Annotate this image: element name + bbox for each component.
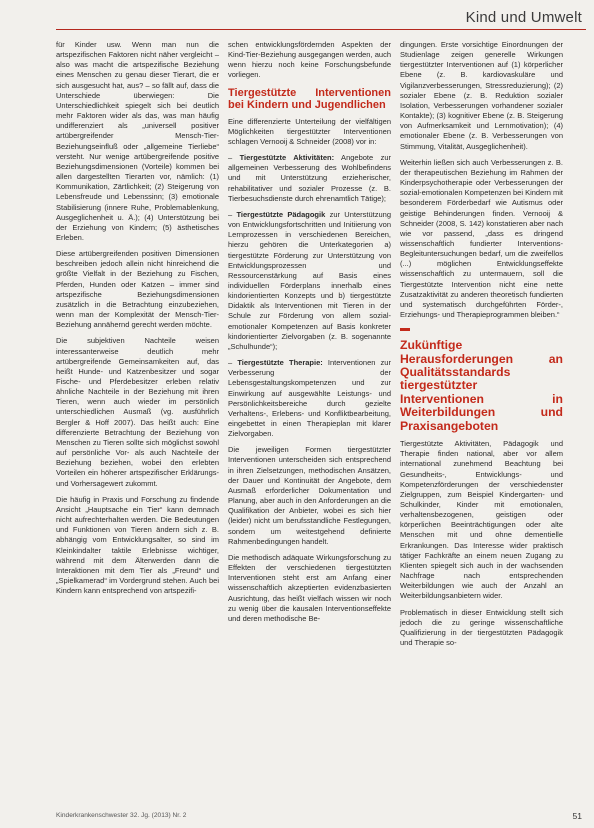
paragraph: Die jeweiligen Formen tiergestützter Interventionen unterscheiden sich entsprechend in ihren Zielsetzungen, methodischen Ansätzen, der Dauer und Kontinuität der Angebote, dem Ausmaß erforderlicher Dokumentation und Planung, aber auch in den Anforderungen an die Qualifikation der Anbieter, wobei es sich hier (leider) nicht um berufsstandliche Festlegungen, sondern um weitestgehend definierte Rahmenbedingungen handelt. <box>228 445 391 546</box>
list-item-text: Interventionen zur Verbesserung der Lebensgestaltungskompetenzen und zur Einwirkung auf ausgewählte Leistungs- und Persönlichkeitsbereiche durch gezielte Verhaltens-, Erlebens- und Konfliktbearbeitung, eingebettet in einen Therapieplan mit klarer Zielvorgaben. <box>228 358 391 439</box>
list-item-text: zur Unterstützung von Entwicklungsfortschritten und Initiierung von Lernprozessen in verschiedenen Bereichen, hierzu gehören die Unterkategorien a) tiergestützte Förderung zur Unterstützung von Entwicklungsprozessen und Ressourcenstärkung auf Basis eines individuellen Förderplans innerhalb eines kindorientierten Konzepts und b) tiergestützte Didaktik als Interventionen mit Tieren in der Schule zur Förderung von allem sozial-emotionaler Kompetenzen auf Basis konkreter kindorientierter Zielvorgaben (z. B. sogenannte „Schulhunde“); <box>228 209 391 351</box>
paragraph: für Kinder usw. Wenn man nun die artspezifischen Faktoren nicht näher vergleicht – also was macht die artspezifische Beziehung eines Menschen zu genau dieser Tierart, die er sich ausgesucht hat, aus? – so fällt auf, dass die Unterschiede überwiegen: Die Unterschiedlichkeit spiegelt sich bei deutlich mehr Faktoren wider als das, was man häufig undifferenziert als „universell positiver artübergreifender Mensch-Tier-Beziehungseinfluß oder „allgemeine Tierliebe“ versteht. Nur wenige artübergreifende positive Beziehungsdimensionen (Vorteile) kommen bei allen dargestellten Tierarten vor, nämlich: (1) Kommunikation, Zärtlichkeit; (2) Steigerung von Lebensfreude und Lebenssinn; (3) emotionale Stabilisierung (innere Ruhe, Problemablenkung, Ausgeglichenheit u. Ä.); (4) Unterstützung bei der Erziehung von Kindern; (5) ästhetisches Erleben. <box>56 40 219 242</box>
list-item: – Tiergestützte Pädagogik zur Unterstützung von Entwicklungsfortschritten und Initiierung von Lernprozessen in verschiedenen Bereichen, hierzu gehören die Unterkategorien a) tiergestützte Förderung zur Unterstützung von Entwicklungsprozessen und Ressourcenstärkung auf Basis eines individuellen Förderplans innerhalb eines kindorientierten Konzepts und b) tiergestützte Didaktik als Interventionen mit Tieren in der Schule zur Förderung von allem sozial-emotionaler Kompetenzen auf Basis konkreter kindorientierter Zielvorgaben (z. B. sogenannte „Schulhunde“); <box>228 209 391 351</box>
list-item-term: Tiergestützte Aktivitäten: <box>239 153 335 163</box>
header-rule <box>56 29 586 30</box>
text-column-1 <box>56 40 219 602</box>
journal-citation: Kinderkrankenschwester 32. Jg. (2013) Nr. 2 <box>56 812 187 819</box>
paragraph: Die methodisch adäquate Wirkungsforschung zu Effekten der verschiedenen tiergestützten Interventionen steht erst am Anfang einer wissenschaftlich akzeptierten evidenzbasierten Ausrichtung, das heißt vielfach wissen wir noch zu wenig über die kausalen Interventionseffekte und deren methodische Be- <box>228 552 391 623</box>
paragraph: Tiergestützte Aktivitäten, Pädagogik und Therapie finden national, aber vor allem international zunehmend Beachtung bei Gesundheits-, Entwicklungs- und Kompetenzförderungen der verschiedenster Zielgruppen, zum Beispiel Kindergarten- und Schulkinder, Kinder mit emotionalen, verhaltensbezogenen, geistigen oder körperlichen Beeinträchtigungen oder alte Menschen mit und ohne dementielle Erkrankungen. Das Interesse wider praktisch tätiger Fachkräfte an einem neuen Zugang zu Klienten spiegelt sich auch in der wachsenden Nachfrage nach entsprechenden Weiterbildungen wie auch der Anzahl an Weiterbildungsanbietern wider. <box>400 439 563 601</box>
list-item-text: Angebote zur allgemeinen Verbesserung des Wohlbefindens und mit Unterstützung erzieherischer, rehabilitativer und sozialer Prozesse (z. B. Tierbesuchsdienste durch ehrenamtlich Tätige); <box>228 153 391 203</box>
heading-accent-bar <box>400 328 410 331</box>
list-item: – Tiergestützte Therapie: Interventionen zur Verbesserung der Lebensgestaltungskompetenzen und zur Einwirkung auf ausgewählte Leistungs- und Persönlichkeitsbereiche durch gezielte Verhaltens-, Erlebens- und Konfliktbearbeitung, eingebettet in einen Therapieplan mit klarer Zielvorgaben. <box>228 358 391 439</box>
paragraph: schen entwicklungsfördernden Aspekten der Kind-Tier-Beziehung ausgegangen werden, auch wenn hierzu noch keine Forschungsbefunde vorliegen. <box>228 40 391 80</box>
page-header <box>0 0 594 30</box>
list-item-term: Tiergestützte Pädagogik <box>236 209 326 219</box>
paragraph: Die häufig in Praxis und Forschung zu findende Ansicht „Hauptsache ein Tier“ kann demnach nicht aufrechterhalten werden. Die Bedeutungen und Funktionen von Tieren ändern sich z. B. abhängig vom Entwicklungsalter, so sind im Kleinkindalter taktile Erlebnisse wichtiger, während mit dem Älterwerden dann die Interaktionen mit dem Tier als „Freund“ und „Spielkamerad“ im Vordergrund stehen. Auch bei Kindern kann entsprechend von artspezifi- <box>56 494 219 596</box>
paragraph: Problematisch in dieser Entwicklung stellt sich jedoch die zu geringe wissenschaftliche Qualifizierung in der tiergestützten Pädagogik und Therapie so- <box>400 607 563 648</box>
page-footer <box>56 812 582 819</box>
paragraph: Die subjektiven Nachteile weisen interessanterweise deutlich mehr artübergreifende Gemeinsamkeiten auf, das heißt Hunde- und Katzenbesitzer und sogar Fische- und Pferdebesitzer erleben relativ ähnliche Nachteile in der Beziehung mit ihren Tieren, wenn auch wieder im persönlich unterschiedlichen Ausmaß (vg. ausführlich Bergler & Hoff 2007). Das heißt auch: Eine differenzierte Betrachtung der Beziehung von Menschen zu Tieren sollte sich möglichst sowohl auf persönliche Vor- als auch Nachteile der Beziehung beziehen, wobei den erlebten Vorteilen ein höherer artspezifischer Erklärungs- und Vorhersagewert zukommt. <box>56 336 219 488</box>
section-heading: Zukünftige Herausforderungen an Qualitätsstandards tiergestützter Interventionen in Weiterbildungen und Praxisangeboten <box>400 338 563 433</box>
paragraph: dingungen. Erste vorsichtige Einordnungen der Studienlage zeigen generelle Wirkungen tiergestützter Interventionen auf (1) körperlicher Ebene (z. B. kardiovaskuläre und Vigilanzverbesserungen, Stressreduzierung); (2) sozialer Ebene (z. B. Reduktion sozialer Isolation, Verbesserungen vorhandener sozialer Kontakte); (3) kognitiver Ebene (z. B. Steigerung von Aufmerksamkeit und Lernmotivation); (4) emotionaler Ebene (z. B. Verbesserungen von Stimmung, Vitalität, Ausgeglichenheit). <box>400 40 563 151</box>
list-item-term: Tiergestützte Therapie: <box>237 358 323 368</box>
list-item: – Tiergestützte Aktivitäten: Angebote zur allgemeinen Verbesserung des Wohlbefindens und mit Unterstützung erzieherischer, rehabilitativer und sozialer Prozesse (z. B. Tierbesuchsdienste durch ehrenamtlich Tätige); <box>228 153 391 203</box>
paragraph: Weiterhin ließen sich auch Verbesserungen z. B. der therapeutischen Beziehung im Rahmen der Kinderpsychotherapie oder Verbesserungen der sozial-emotionalen Kompetenzen bei Kindern mit besonderem Förderbedarf wie Autismus oder geistige Behinderungen finden. Vernooij & Schneider (2008, S. 142) konstatieren aber nach wie vor passend, „dass es dringend wissenschaftlich fundierter Interventions-Begleituntersuchungen bedarf, um die zweifellos (...) möglichen Entwicklungseffekte wissenschaftlich zu untermauern, soll die Tiergestützte Intervention nicht eine nette Zusatzaktivität zu anderen theoretisch fundierten und systematisch durchgeführten Förder-, Erziehungs- und Therapieprogrammen bleiben.“ <box>400 157 564 320</box>
section-heading: Tiergestützte Interventionen bei Kindern und Jugendlichen <box>228 86 391 112</box>
section-title: Kind und Umwelt <box>465 9 582 26</box>
page-number: 51 <box>572 811 582 821</box>
text-column-2 <box>228 40 391 630</box>
text-column-3 <box>400 40 563 654</box>
paragraph: Diese artübergreifenden positiven Dimensionen beschreiben jedoch allein nicht hinreichend die größte Vielfalt in der Beziehung zu Fischen, Pferden, Hunden oder Katzen – immer sind artspezifische Beziehungsdimensionen zusätzlich in die Betrachtung einzubeziehen, wenn man der Komplexität der Mensch-Tier-Beziehung annähernd gerecht werden möchte. <box>56 249 219 330</box>
paragraph: Eine differenzierte Unterteilung der vielfältigen Möglichkeiten tiergestützter Interventionen schlagen Vernooij & Schneider (2008) vor in: <box>228 116 391 146</box>
